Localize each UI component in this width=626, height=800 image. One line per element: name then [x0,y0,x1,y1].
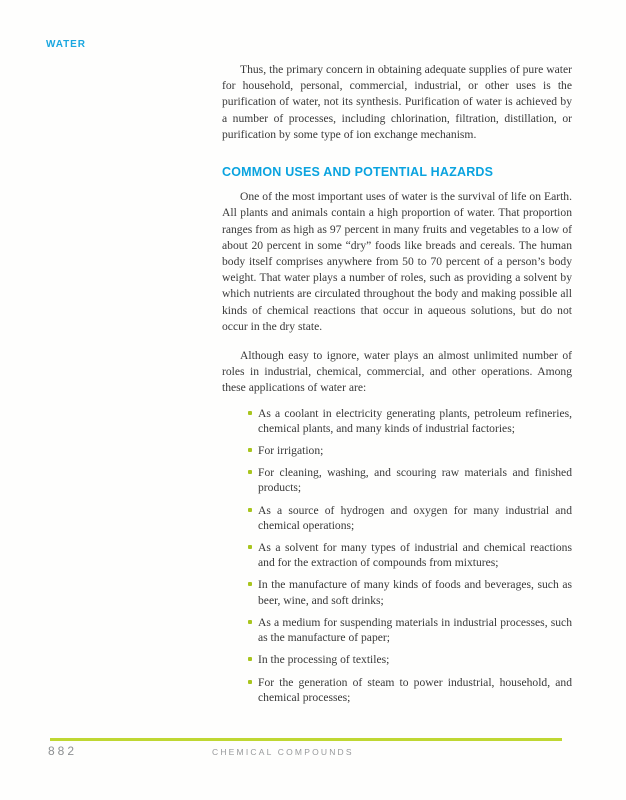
running-head: WATER [46,39,86,50]
bullet-marker-icon [248,582,252,586]
list-item-text: For cleaning, washing, and scouring raw materials and finished products; [258,466,572,495]
list-item [222,615,572,645]
list-item-text: For irrigation; [258,444,324,458]
footer-divider [50,738,562,741]
paragraph-uses: One of the most important uses of water is the survival of life on Earth. All plants and animals contain a high proportion of water. That proportion ranges from as high as 97 percent in many fruits and vegetables to a low of about 20 percent in some “dry” foods like breads and cereals. The human body itself comprises anywhere from 50 to 70 percent of a person’s body weight. That water plays a number of roles, such as providing a solvent by which nutrients are circulated throughout the body and making possible all kinds of chemical reactions that occur in aqueous solutions, but do not occur in the dry state. [222,190,572,333]
list-item-text: As a solvent for many types of industrial and chemical reactions and for the extraction of compounds from mixtures; [258,541,572,570]
bullet-marker-icon [248,657,252,661]
bullet-list [222,406,572,705]
paragraph-intro: Thus, the primary concern in obtaining adequate supplies of pure water for household, personal, commercial, industrial, or other uses is the purification of water, not its synthesis. Purification of water is achieved by a number of processes, including chlorination, filtration, distillation, or purification by some type of ion exchange mechanism. [222,63,572,141]
bullet-marker-icon [248,411,252,415]
list-item-text: As a medium for suspending materials in industrial processes, such as the manufacture of paper; [258,615,572,645]
paragraph-applications: Although easy to ignore, water plays an almost unlimited number of roles in industrial, chemical, commercial, and other operations. Among these applications of water are: [222,349,572,395]
list-item [222,406,572,436]
list-item-text: As a source of hydrogen and oxygen for many industrial and chemical operations; [258,503,572,532]
list-item [222,503,572,533]
footer-book-title: CHEMICAL COMPOUNDS [212,747,354,757]
list-item [222,443,572,458]
list-item [222,465,572,495]
list-item-text: As a coolant in electricity generating plants, petroleum refineries, chemical plants, and many kinds of industrial factories; [258,406,572,435]
bullet-marker-icon [248,545,252,549]
list-item-text: For the generation of steam to power industrial, household, and chemical processes; [258,675,572,704]
list-item-text: In the manufacture of many kinds of foods and beverages, such as beer, wine, and soft drinks; [258,578,572,607]
page-body-column [222,62,572,712]
bullet-marker-icon [248,470,252,474]
list-item [222,675,572,705]
bullet-marker-icon [248,448,252,452]
list-item [222,540,572,570]
section-heading: COMMON USES AND POTENTIAL HAZARDS [222,165,494,180]
bullet-marker-icon [248,620,252,624]
list-item [222,577,572,607]
bullet-marker-icon [248,680,252,684]
list-item [222,652,572,667]
bullet-marker-icon [248,508,252,512]
list-item-text: In the processing of textiles; [258,653,390,667]
page-number: 882 [48,744,78,758]
